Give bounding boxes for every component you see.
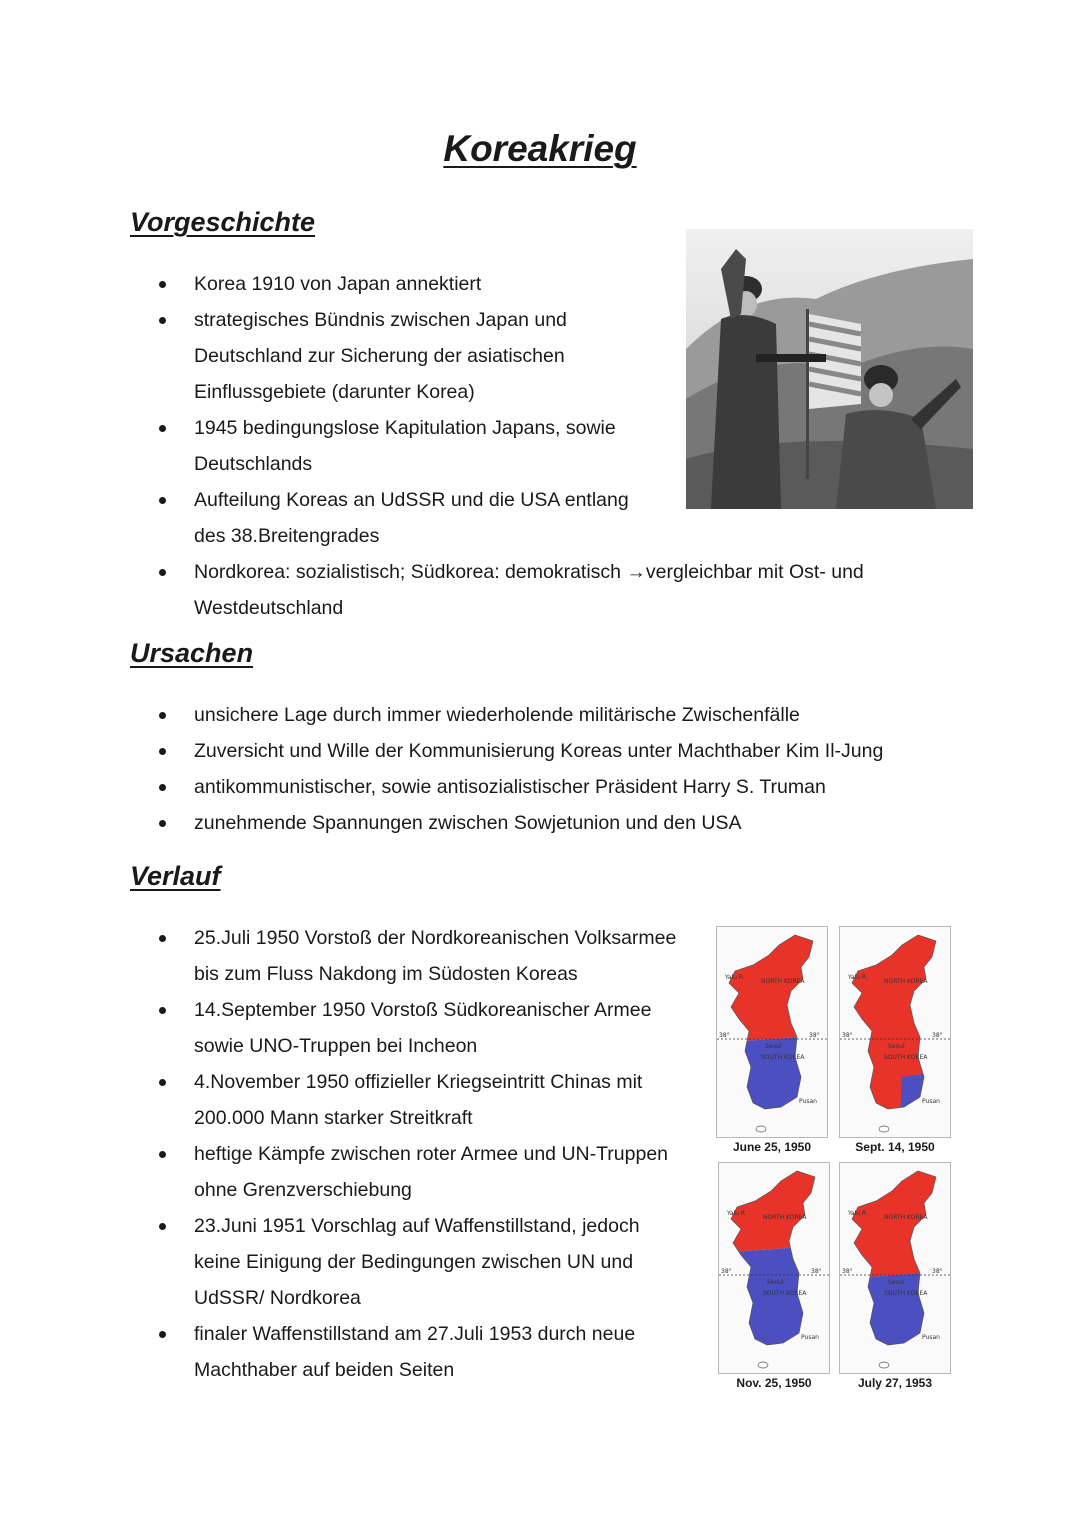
list-item-continued: Einflussgebiete (darunter Korea)	[194, 381, 475, 403]
list-item-continued: ohne Grenzverschiebung	[194, 1179, 412, 1201]
river-label: Yalu R.	[727, 1210, 747, 1217]
list-item: 14.September 1950 Vorstoß Südkoreanischer Armee	[0, 993, 676, 1028]
list-item-continued: Machthaber auf beiden Seiten	[194, 1359, 455, 1381]
parallel-label: 38°	[932, 1032, 943, 1039]
city-label: Seoul	[888, 1279, 905, 1286]
south-label: SOUTH KOREA	[884, 1290, 928, 1297]
map-july-1953	[839, 1162, 951, 1390]
river-label: Yalu R.	[848, 974, 868, 981]
page-title: Koreakrieg	[443, 128, 637, 169]
south-label: SOUTH KOREA	[763, 1290, 807, 1297]
north-label: NORTH KOREA	[763, 1214, 807, 1221]
list-item-continued: sowie UNO-Truppen bei Incheon	[194, 1035, 478, 1057]
port-label: Pusan	[922, 1334, 940, 1341]
port-label: Pusan	[801, 1334, 819, 1341]
list-item: zunehmende Spannungen zwischen Sowjetunion und den USA	[0, 806, 883, 841]
north-region	[840, 1163, 950, 1279]
map-caption: Sept. 14, 1950	[855, 1140, 935, 1154]
river-label: Yalu R.	[725, 974, 745, 981]
list-item: unsichere Lage durch immer wiederholende militärische Zwischenfälle	[0, 698, 883, 733]
list-item-continued: Deutschland zur Sicherung der asiatischen	[194, 345, 565, 367]
city-label: Seoul	[888, 1043, 905, 1050]
river-label: Yalu R.	[848, 1210, 868, 1217]
list-item: 4.November 1950 offizieller Kriegseintritt Chinas mit	[0, 1065, 676, 1100]
list-item-continued: 200.000 Mann starker Streitkraft	[194, 1107, 473, 1129]
south-region	[900, 1073, 930, 1117]
jeju-island	[879, 1362, 889, 1368]
list-item: 23.Juni 1951 Vorschlag auf Waffenstillstand, jedoch	[0, 1209, 676, 1244]
list-item: 1945 bedingungslose Kapitulation Japans, sowie	[0, 411, 864, 446]
jeju-island	[879, 1126, 889, 1132]
list-item-continued: bis zum Fluss Nakdong im Südosten Koreas	[194, 963, 578, 985]
list-item-continued: Deutschlands	[194, 453, 313, 475]
list-item: Zuversicht und Wille der Kommunisierung Koreas unter Machthaber Kim Il-Jung	[0, 734, 883, 769]
list-verlauf	[0, 921, 676, 1389]
list-item-continued: Westdeutschland	[194, 597, 344, 619]
parallel-label: 38°	[932, 1268, 943, 1275]
parallel-label: 38°	[719, 1032, 730, 1039]
map-nov-1950	[718, 1162, 830, 1390]
jeju-island	[756, 1126, 766, 1132]
heading-ursachen: Ursachen	[130, 638, 254, 668]
south-label: SOUTH KOREA	[761, 1054, 805, 1061]
list-item: antikommunistischer, sowie antisozialistischer Präsident Harry S. Truman	[0, 770, 883, 805]
port-label: Pusan	[922, 1098, 940, 1105]
list-item-continued: keine Einigung der Bedingungen zwischen UN und	[194, 1251, 634, 1273]
parallel-label: 38°	[721, 1268, 732, 1275]
list-ursachen	[0, 698, 883, 842]
list-item: heftige Kämpfe zwischen roter Armee und UN-Truppen	[0, 1137, 676, 1172]
north-region	[717, 927, 827, 1043]
list-item: 25.Juli 1950 Vorstoß der Nordkoreanischen Volksarmee	[0, 921, 676, 956]
south-region	[840, 1271, 950, 1373]
city-label: Seoul	[765, 1043, 782, 1050]
port-label: Pusan	[799, 1098, 817, 1105]
parallel-label: 38°	[842, 1268, 853, 1275]
heading-vorgeschichte: Vorgeschichte	[130, 207, 316, 237]
list-item-continued: UdSSR/ Nordkorea	[194, 1287, 361, 1309]
jeju-island	[758, 1362, 768, 1368]
south-region	[719, 1245, 829, 1373]
north-label: NORTH KOREA	[884, 1214, 928, 1221]
map-caption: June 25, 1950	[732, 1140, 812, 1154]
north-label: NORTH KOREA	[884, 978, 928, 985]
parallel-label: 38°	[811, 1268, 822, 1275]
list-item-continued: des 38.Breitengrades	[194, 525, 380, 547]
list-item: strategisches Bündnis zwischen Japan und	[0, 303, 864, 338]
korea-maps-grid	[714, 926, 954, 1396]
map-caption: Nov. 25, 1950	[736, 1376, 812, 1390]
list-item: finaler Waffenstillstand am 27.Juli 1953 durch neue	[0, 1317, 676, 1352]
list-item: Aufteilung Koreas an UdSSR und die USA entlang	[0, 483, 864, 518]
parallel-label: 38°	[809, 1032, 820, 1039]
city-label: Seoul	[767, 1279, 784, 1286]
map-sept-1950	[839, 926, 951, 1154]
list-item: Korea 1910 von Japan annektiert	[0, 267, 864, 302]
north-label: NORTH KOREA	[761, 978, 805, 985]
heading-verlauf: Verlauf	[130, 861, 221, 891]
list-item: Nordkorea: sozialistisch; Südkorea: demokratisch →vergleichbar mit Ost- und	[0, 555, 864, 590]
parallel-label: 38°	[842, 1032, 853, 1039]
south-region	[717, 1035, 827, 1137]
map-june-1950	[716, 926, 828, 1154]
map-caption: July 27, 1953	[857, 1376, 933, 1390]
soldiers-photo	[686, 229, 973, 509]
south-label: SOUTH KOREA	[884, 1054, 928, 1061]
